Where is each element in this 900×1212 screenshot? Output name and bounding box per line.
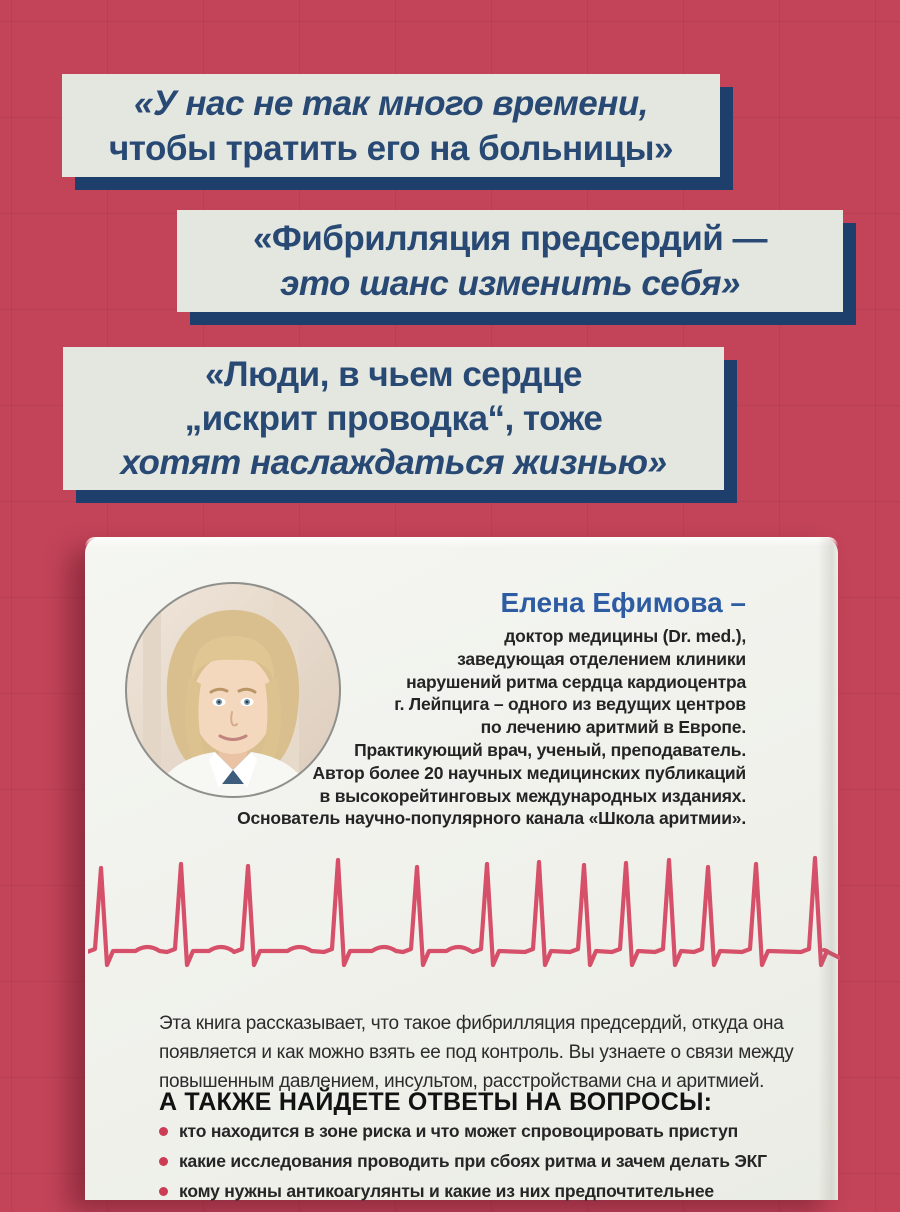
quote-card-3 (63, 347, 724, 490)
questions-list (159, 1122, 767, 1212)
author-bio-line: по лечению аритмий в Европе. (480, 717, 746, 738)
author-bio-line: Автор более 20 научных медицинских публикаций (312, 762, 746, 783)
author-bio (237, 625, 746, 830)
quote-line: это шанс изменить себя» (280, 264, 740, 303)
quote-line: «Фибрилляция предсердий — (252, 219, 768, 258)
description-line: Эта книга рассказывает, что такое фибрилляция предсердий, откуда она (159, 1013, 784, 1034)
author-bio-line: в высокорейтинговых международных изданиях. (319, 785, 746, 806)
quote-card-2 (177, 210, 843, 312)
quote-line: хотят наслаждаться жизнью» (120, 442, 667, 482)
author-bio-line: доктор медицины (Dr. med.), (504, 626, 746, 646)
question-bullet: какие исследования проводить при сбоях ритма и зачем делать ЭКГ (159, 1152, 767, 1171)
question-bullet: кто находится в зоне риска и что может спровоцировать приступ (159, 1122, 767, 1141)
quote-line: чтобы тратить его на больницы» (108, 128, 674, 168)
description-line: повышенным давлением, инсультом, расстройствами сна и аритмией. (159, 1071, 765, 1092)
book-back-cover (85, 537, 838, 1200)
question-bullet: кому нужны антикоагулянты и какие из них предпочтительнее (159, 1182, 767, 1201)
book-description (159, 1009, 793, 1096)
quote-line: «У нас не так много времени, (134, 83, 648, 123)
ecg-path (88, 858, 840, 965)
author-block (237, 587, 746, 830)
quote-line: «Люди, в чьем сердце (205, 354, 582, 394)
author-bio-line: заведующая отделением клиники (457, 648, 746, 669)
ecg-trace-graphic (88, 845, 840, 985)
quote-card-1 (62, 74, 720, 177)
author-bio-line: Практикующий врач, ученый, преподаватель. (354, 739, 746, 760)
author-bio-line: нарушений ритма сердца кардиоцентра (406, 671, 746, 692)
description-line: появляется и как можно взять ее под контроль. Вы узнаете о связи между (159, 1042, 794, 1063)
author-bio-line: Основатель научно-популярного канала «Школа аритмии». (237, 808, 746, 829)
questions-heading: А ТАКЖЕ НАЙДЕТЕ ОТВЕТЫ НА ВОПРОСЫ: (159, 1088, 713, 1116)
author-bio-line: г. Лейпцига – одного из ведущих центров (394, 694, 746, 715)
author-name: Елена Ефимова – (500, 587, 746, 618)
quote-line: „искрит проводка“, тоже (184, 398, 603, 438)
